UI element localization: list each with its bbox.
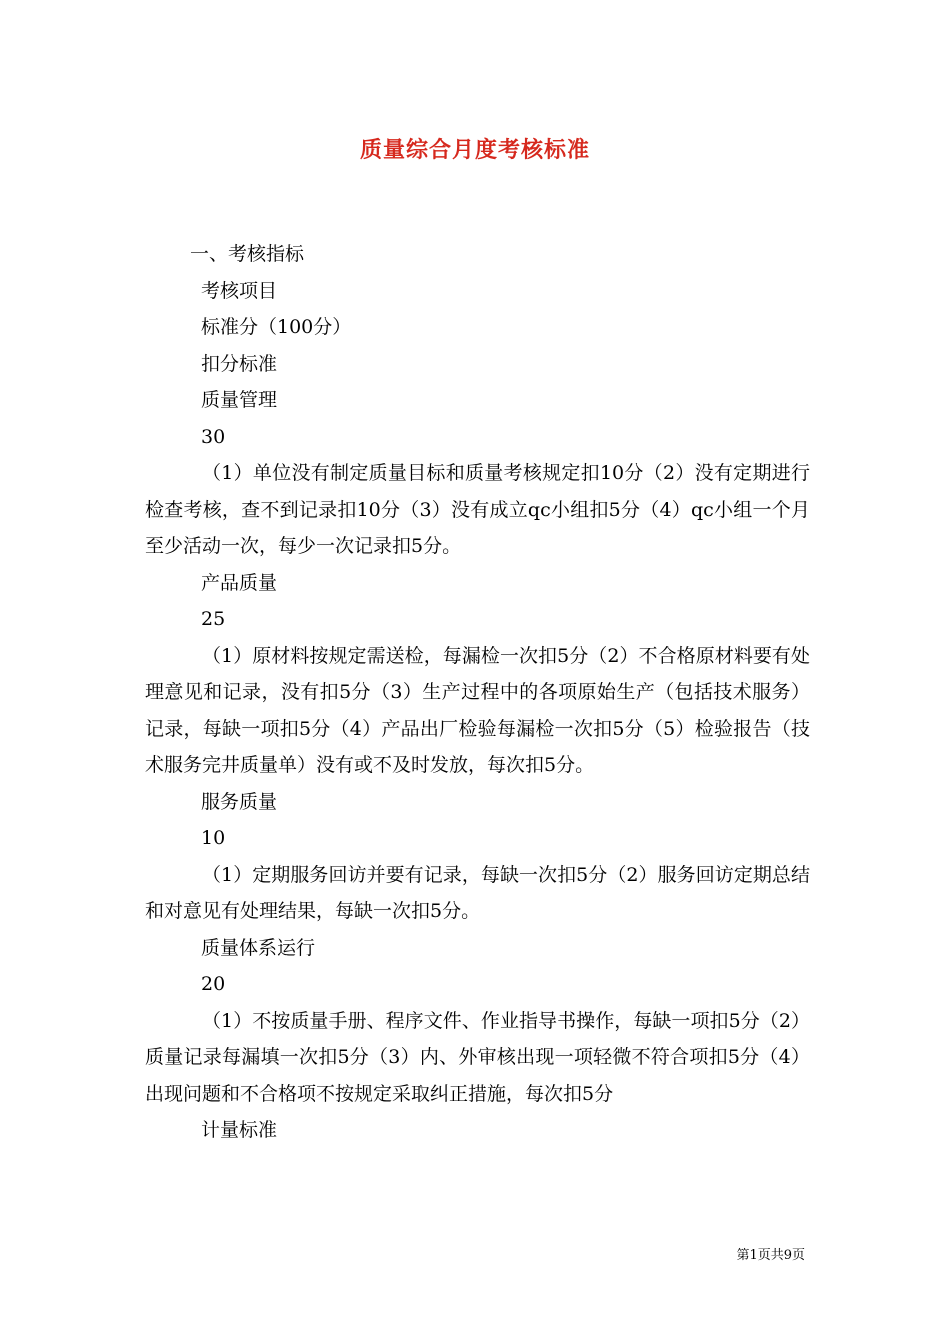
- document-title: 质量综合月度考核标准: [359, 137, 590, 163]
- document-body: [145, 236, 810, 1149]
- item-name: 质量管理: [201, 389, 278, 411]
- header-label-criteria: 扣分标准: [201, 352, 278, 375]
- item-name: 计量标准: [201, 1119, 278, 1141]
- header-label-score: 标准分（100分）: [201, 316, 352, 338]
- item-criteria: （1）不按质量手册、程序文件、作业指导书操作，每缺一项扣5分（2）质量记录每漏填一次扣5分（3）内、外审核出现一项轻微不符合项扣5分（4）出现问题和不合格项不按规定采取纠正措施，每次扣5分: [145, 1009, 810, 1105]
- item-score: 20: [201, 973, 226, 995]
- item-score: 30: [201, 425, 226, 448]
- item-name: 服务质量: [201, 790, 278, 813]
- item-criteria: （1）定期服务回访并要有记录，每缺一次扣5分（2）服务回访定期总结和对意见有处理结果，每缺一次扣5分。: [145, 863, 810, 922]
- item-score: 10: [201, 827, 226, 849]
- item-name: 质量体系运行: [201, 936, 316, 959]
- item-score: 25: [201, 608, 226, 630]
- section-heading: 一、考核指标: [190, 243, 305, 265]
- item-criteria: （1）原材料按规定需送检，每漏检一次扣5分（2）不合格原材料要有处理意见和记录，没有扣5分（3）生产过程中的各项原始生产（包括技术服务）记录，每缺一项扣5分（4）产品出厂检验每漏检一次扣5分（5）检验报告（技术服务完井质量单）没有或不及时发放，每次扣5分。: [145, 644, 810, 776]
- page-number: 第1页共9页: [736, 1248, 805, 1263]
- item-name: 产品质量: [201, 571, 278, 594]
- header-label-item: 考核项目: [201, 279, 278, 302]
- item-criteria: （1）单位没有制定质量目标和质量考核规定扣10分（2）没有定期进行检查考核，查不到记录扣10分（3）没有成立qc小组扣5分（4）qc小组一个月至少活动一次，每少一次记录扣5分。: [145, 462, 810, 557]
